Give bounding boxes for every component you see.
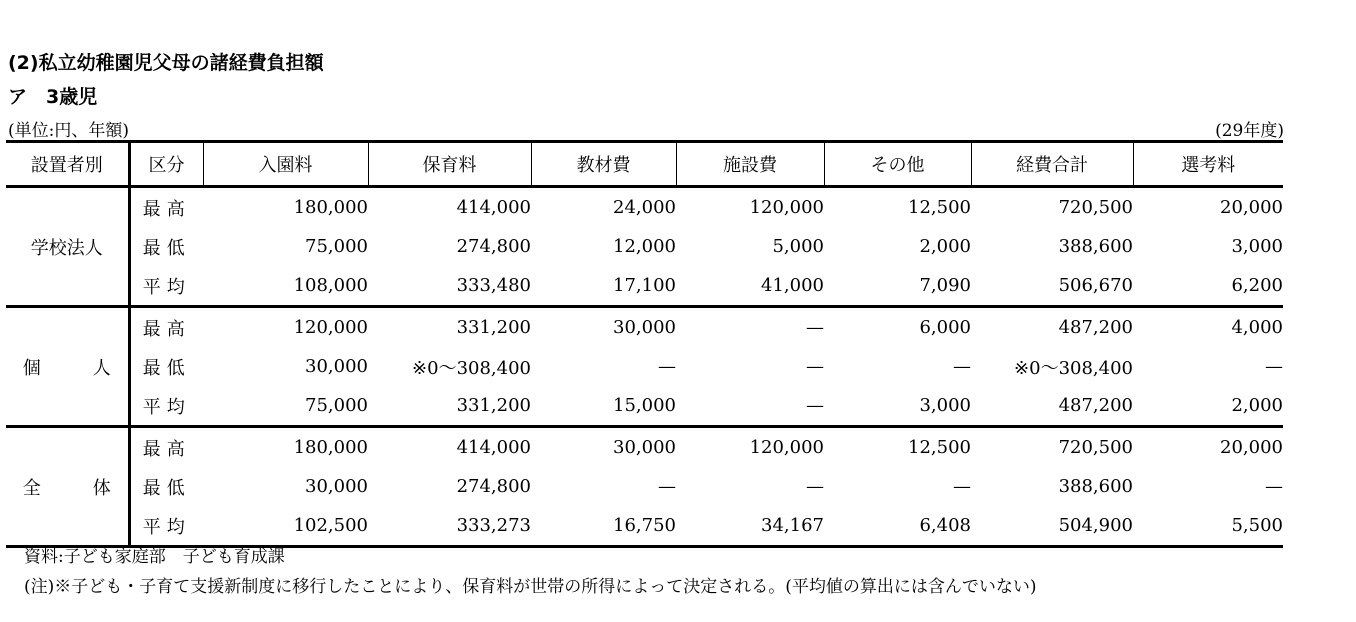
kubun-cell: 平均 — [129, 506, 203, 547]
value-cell: 6,408 — [824, 506, 971, 547]
table-row — [6, 347, 1283, 386]
header-cell: 経費合計 — [971, 142, 1133, 187]
header-cell: 区分 — [129, 142, 203, 187]
value-cell: — — [806, 476, 824, 497]
value-cell: 2,000 — [1133, 386, 1283, 427]
value-cell: 30,000 — [613, 317, 676, 338]
value-cell: 30,000 — [305, 356, 368, 377]
value-cell: ※0～308,400 — [412, 357, 531, 379]
group-label — [6, 307, 129, 427]
value-cell: 487,200 — [1058, 317, 1133, 338]
value-cell: 6,000 — [919, 317, 971, 338]
value-cell: 20,000 — [1220, 197, 1283, 218]
table-row — [6, 227, 1283, 266]
value-cell: 102,500 — [203, 506, 368, 547]
value-cell: 41,000 — [676, 266, 824, 307]
value-cell: 30,000 — [305, 476, 368, 497]
group-label-text: 学校法人 — [30, 237, 103, 259]
value-cell: 120,000 — [749, 437, 824, 458]
value-cell: 333,273 — [368, 506, 531, 547]
header-cell: 教材費 — [531, 142, 676, 187]
value-cell: 12,500 — [908, 437, 971, 458]
source-note: 資料:子ども家庭部 子ども育成課 — [24, 547, 285, 567]
table-row — [6, 266, 1283, 307]
table-row — [6, 427, 1283, 468]
value-cell: 120,000 — [749, 197, 824, 218]
value-cell: — — [953, 476, 971, 497]
value-cell: 504,900 — [971, 506, 1133, 547]
value-cell: 274,800 — [456, 476, 531, 497]
kubun-cell: 最高 — [129, 427, 203, 468]
value-cell: 75,000 — [203, 386, 368, 427]
value-cell: 3,000 — [1231, 236, 1283, 257]
value-cell: 12,000 — [613, 236, 676, 257]
value-cell: 108,000 — [203, 266, 368, 307]
kubun-cell: 最低 — [129, 227, 203, 266]
value-cell: 5,500 — [1133, 506, 1283, 547]
value-cell: 12,500 — [908, 197, 971, 218]
value-cell: 75,000 — [305, 236, 368, 257]
kubun-cell: 最低 — [129, 467, 203, 506]
kubun-cell: 最低 — [129, 347, 203, 386]
table-row — [6, 187, 1283, 228]
group-label-text: 個人 — [22, 357, 111, 379]
value-cell: 16,750 — [531, 506, 676, 547]
value-cell: 388,600 — [1058, 236, 1133, 257]
kubun-cell: 最高 — [129, 307, 203, 348]
footnote: (注)※子ども・子育て支援新制度に移行したことにより、保育料が世帯の所得によって決定される。(平均値の算出には含んでいない) — [24, 577, 1037, 597]
unit-label: (単位:円、年額) — [8, 121, 129, 141]
value-cell: 180,000 — [293, 197, 368, 218]
value-cell: ※0～308,400 — [1014, 357, 1133, 379]
group-label — [6, 187, 129, 307]
value-cell: 2,000 — [919, 236, 971, 257]
group-label-text: 全体 — [22, 477, 111, 499]
value-cell: — — [658, 356, 676, 377]
value-cell: 274,800 — [456, 236, 531, 257]
value-cell: 17,100 — [531, 266, 676, 307]
value-cell: 7,090 — [824, 266, 971, 307]
value-cell: 4,000 — [1231, 317, 1283, 338]
kubun-cell: 平均 — [129, 266, 203, 307]
fee-table — [6, 140, 1283, 548]
value-cell: 34,167 — [676, 506, 824, 547]
value-cell: 331,200 — [368, 386, 531, 427]
value-cell: 388,600 — [1058, 476, 1133, 497]
value-cell: — — [676, 386, 824, 427]
value-cell: 20,000 — [1220, 437, 1283, 458]
header-cell: 施設費 — [676, 142, 824, 187]
value-cell: 180,000 — [293, 437, 368, 458]
table-row — [6, 506, 1283, 547]
value-cell: — — [658, 476, 676, 497]
table-row — [6, 467, 1283, 506]
value-cell: 5,000 — [772, 236, 824, 257]
value-cell: 414,000 — [456, 437, 531, 458]
header-row — [6, 142, 1283, 187]
value-cell: 720,500 — [1058, 197, 1133, 218]
value-cell: 720,500 — [1058, 437, 1133, 458]
value-cell: 506,670 — [971, 266, 1133, 307]
header-cell: その他 — [824, 142, 971, 187]
value-cell: 24,000 — [613, 197, 676, 218]
page-title: (2)私立幼稚園児父母の諸経費負担額 — [8, 52, 324, 74]
value-cell: 333,480 — [368, 266, 531, 307]
page-subtitle: ア 3歳児 — [8, 86, 98, 108]
value-cell: 414,000 — [456, 197, 531, 218]
value-cell: 6,200 — [1133, 266, 1283, 307]
value-cell: 15,000 — [531, 386, 676, 427]
value-cell: — — [806, 317, 824, 338]
value-cell: 3,000 — [824, 386, 971, 427]
value-cell: — — [806, 356, 824, 377]
kubun-cell: 最高 — [129, 187, 203, 228]
table-row — [6, 386, 1283, 427]
value-cell: 487,200 — [971, 386, 1133, 427]
table-row — [6, 307, 1283, 348]
group-label — [6, 427, 129, 547]
value-cell: 331,200 — [456, 317, 531, 338]
header-cell: 保育料 — [368, 142, 531, 187]
header-cell: 入園料 — [203, 142, 368, 187]
value-cell: 120,000 — [293, 317, 368, 338]
kubun-cell: 平均 — [129, 386, 203, 427]
value-cell: — — [1265, 356, 1283, 377]
header-cell: 選考料 — [1133, 142, 1283, 187]
fiscal-year-label: (29年度) — [1215, 121, 1284, 141]
value-cell: — — [953, 356, 971, 377]
value-cell: — — [1265, 476, 1283, 497]
value-cell: 30,000 — [613, 437, 676, 458]
header-cell: 設置者別 — [6, 142, 129, 187]
